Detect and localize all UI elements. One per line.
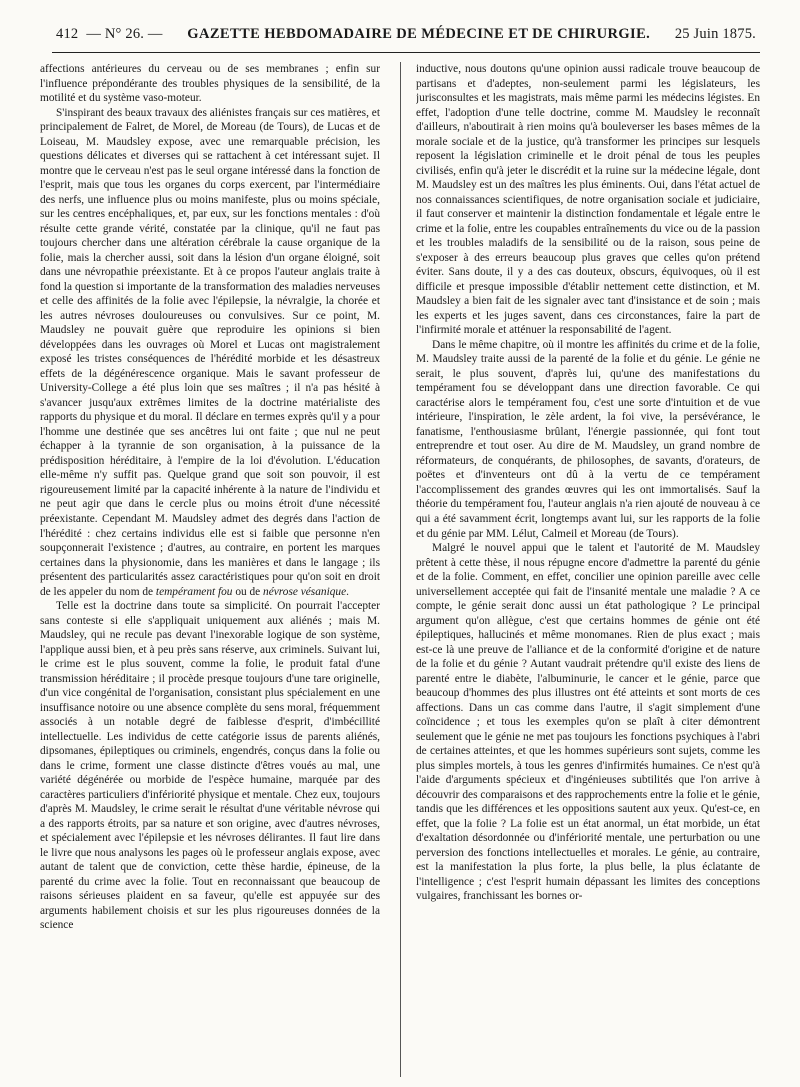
right-column bbox=[416, 62, 760, 1077]
italic-term-temperament-fou: tempérament fou bbox=[155, 585, 233, 598]
left-column bbox=[40, 62, 380, 1077]
header-rule bbox=[52, 52, 760, 53]
right-paragraph-3: Malgré le nouvel appui que le talent et l'autorité de M. Maudsley prêtent à cette thèse, il nous répugne encore d'admettre la parenté du génie et de la folie. Comment, en effet, concilier une opinion pareille avec celle universellement acceptée qui fait de l'insanité mentale une maladie ? A ce compte, le génie serait donc aussi un état pathologique ? Le principal argument qu'on allègue, c'est que certains hommes de génie ont été épileptiques, hallucinés et même monomanes. Rien de plus exact ; mais est-ce là une preuve de l'alliance et de la conformité d'origine et de nature de la folie et du génie ? Autant vaudrait prétendre qu'il existe des liens de parenté entre le diabète, l'albuminurie, le cancer et le génie, parce que beaucoup d'hommes des plus illustres ont été atteints et sont morts de ces affections. Dans un cas comme dans l'autre, il s'agit simplement d'une coïncidence ; et tous les exemples qu'on se plaît à citer démontrent seulement que le génie ne met pas toujours les fonctions psychiques à l'abri de certaines atteintes, et que les hommes supérieurs sont sujets, comme les plus simples mortels, à tous les genres d'infirmités humaines. Ce n'est qu'à l'aide d'arguments spécieux et d'ingénieuses subtilités que l'on arrive à découvrir des comparaisons et des rapprochements entre la folie et le génie, tandis que les différences et les oppositions sautent aux yeux. Qu'est-ce, en effet, que la folie ? La folie est un état anormal, un état morbide, un état d'exaltation désordonnée ou d'infériorité mentale, une perturbation ou une perversion des fonctions intellectuelles et morales. Le génie, au contraire, est la manifestation la plus forte, la plus belle, la plus éclatante de l'intelligence ; c'est l'esprit humain dépassant les limites des conceptions vulgaires, franchissant les bornes or- bbox=[416, 542, 760, 903]
issue-date: 25 Juin 1875. bbox=[674, 25, 756, 42]
issue-number: — N° 26. — bbox=[86, 25, 163, 42]
running-header bbox=[56, 22, 756, 46]
left-paragraph-2-mid: ou de bbox=[232, 585, 264, 598]
right-paragraph-2: Dans le même chapitre, où il montre les affinités du crime et de la folie, M. Maudsley traite aussi de la parenté de la folie et du génie. Le génie ne serait, le plus souvent, d'après lui, qu'une des manifestations du tempérament fou se développant dans une direction favorable. Ce qui caractérise alors le tempérament fou, c'est une sorte d'intuition et de vue intérieure, l'inspiration, le zèle ardent, la foi vive, la persévérance, le fanatisme, l'enthousiasme brûlant, l'énergie passionnée, qui font tout entreprendre et tout oser. Au dire de M. Maudsley, un grand nombre de réformateurs, de conquérants, de philosophes, de savants, d'orateurs, de poëtes et d'inventeurs ont dû à la vertu de ce tempérament l'accomplissement des grandes œuvres qui les ont immortalisés. Sauf la théorie du tempérament fou, l'auteur anglais n'a rien ajouté de nouveau à ce qui a été savamment écrit, longtemps avant lui, sur les rapports de la folie et du génie par MM. Lélut, Calmeil et Moreau (de Tours). bbox=[416, 338, 760, 540]
page-number: 412 bbox=[56, 25, 79, 42]
left-paragraph-1: affections antérieures du cerveau ou de ses membranes ; enfin sur l'influence prépondérante des troubles physiques de la sensibilité, de la motilité et du système vaso-moteur. bbox=[40, 63, 380, 105]
journal-title: GAZETTE HEBDOMADAIRE DE MÉDECINE ET DE CHIRURGIE. bbox=[187, 25, 651, 42]
italic-term-nevrose-vesanique: névrose vésanique bbox=[263, 585, 347, 598]
column-divider bbox=[400, 62, 401, 1077]
left-paragraph-3: Telle est la doctrine dans toute sa simplicité. On pourrait l'accepter sans conteste si elle s'appliquait uniquement aux aliénés ; mais M. Maudsley, qui ne recule pas devant l'inexorable logique de son système, l'applique aussi bien, et à peu près sans réserve, aux criminels. Suivant lui, le crime est le plus souvent, comme la folie, le produit fatal d'une transmission héréditaire ; il procède presque toujours d'une tare originelle, d'un vice congénital de l'organisation, consistant plus spécialement en une insuffisance notoire ou une absence complète du sens moral, fréquemment associés à un notable degré de faiblesse d'esprit, d'imbécillité intellectuelle. Les individus de cette catégorie issus de parents aliénés, dipsomanes, épileptiques ou criminels, engendrés, conçus dans la folie ou dans le crime, forment une classe distincte d'êtres voués au mal, une variété dégénérée ou morbide de l'espèce humaine, marquée par des caractères particuliers d'infériorité physique et mentale. Chez eux, toujours d'après M. Maudsley, le crime serait le résultat d'une véritable névrose qui a des rapports étroits, par sa nature et son origine, avec d'autres névroses, et spécialement avec l'épilepsie et les névroses délirantes. Il faut lire dans le livre que nous analysons les pages où le professeur anglais expose, avec autant de talent que de conviction, cette thèse hardie, épineuse, de la parenté du crime avec la folie. Tout en reconnaissant que beaucoup de raisons sérieuses plaident en sa faveur, qu'elle est appuyée sur des arguments habilement choisis et sur les plus rigoureuses données de la science bbox=[40, 600, 380, 932]
header-left bbox=[56, 26, 163, 43]
left-paragraph-2-text: S'inspirant des beaux travaux des aliénistes français sur ces matières, et principalement de Falret, de Morel, de Moreau (de Tours), de Lucas et de Loiseau, M. Maudsley expose, avec une remarquable précision, les questions délicates et diverses qui se rattachent à cet intéressant sujet. Il montre que le cerveau n'est pas le seul organe intéressé dans la fonction de l'esprit, mais que tous les organes du corps exercent, par l'intermédiaire des nerfs, une influence plus ou moins manifeste, plus ou moins spéciale, sur les centres encéphaliques, et, par eux, sur les fonctions mentales : d'où résulte cette grande vérité, constatée par la clinique, qu'il ne faut pas toujours chercher dans une altération cérébrale la cause organique de la folie, mais la chercher aussi, soit dans la lésion d'un organe éloigné, soit dans une névropathie préexistante. Et à ce propos l'auteur anglais traite à fond la question si importante de la transformation des maladies nerveuses et celle des affinités de la folie avec l'épilepsie, la névralgie, la chorée et les autres névroses douloureuses ou convulsives. Sur ce point, M. Maudsley ne pouvait guère que reproduire les opinions si bien développées dans les ouvrages où Morel et Lucas ont magistralement exposé les tristes conséquences de l'hérédité morbide et les désastreux effets de la dégénérescence organique. Mais le savant professeur de University-College a été plus loin que ses maîtres ; il n'a pas hésité à s'avancer jusqu'aux extrêmes limites de la doctrine matérialiste des rapports du physique et du moral. Il déclare en termes exprès qu'il y a pour l'homme une destinée que ses ancêtres lui ont faite ; que nul ne peut échapper à la tyrannie de son organisation, à la puissance de la prédisposition héréditaire, à l'empire de la loi d'évolution. L'éducation elle-même n'y suffit pas. Quelque grand que soit son pouvoir, il est rigoureusement limité par la capacité inhérente à la nature de l'individu et ne peut agir que dans le cercle plus ou moins étroit d'une nécessité préexistante. Cependant M. Maudsley admet des degrés dans l'action de l'hérédité : chez certains individus elle est si faible que personne n'en soupçonnerait l'existence ; d'autres, au contraire, en portent les marques certaines dans la physionomie, dans les manières et dans le langage ; ils présentent des particularités assez caractéristiques pour qu'on soit en droit de les appeler du nom de bbox=[40, 106, 380, 598]
right-paragraph-1: inductive, nous doutons qu'une opinion aussi radicale trouve beaucoup de partisans et d'adeptes, non-seulement parmi les législateurs, les jurisconsultes et les magistrats, mais même parmi les médecins légistes. En effet, l'adoption d'une telle doctrine, comme M. Maudsley le reconnaît d'ailleurs, n'aboutirait à rien moins qu'à bouleverser les bases mêmes de la morale sociale et de la justice, qu'à transformer les principes sur lesquels reposent la législation criminelle et le droit pénal de tous les peuples civilisés, enfin qu'à jeter le discrédit et la ruine sur la médecine légale, dont M. Maudsley est un des maîtres les plus éminents. Oui, dans l'état actuel de nos connaissances scientifiques, de notre organisation sociale et judiciaire, il faut conserver et maintenir la distinction fondamentale et légale entre le crime et la folie, entre les coupables entraînements du vice ou de la passion et les troubles maladifs de la sensibilité ou de la raison, sous peine de s'exposer à des erreurs beaucoup plus graves que celles qu'on prétend éviter. Sans doute, il y a des cas douteux, obscurs, équivoques, où il est difficile et presque impossible d'établir nettement cette distinction, et M. Maudsley a bien fait de les signaler avec tant d'insistance et de soin ; mais les experts et les juges savent, dans ces circonstances, faire la part de l'infirmité morale et atténuer la responsabilité de l'agent. bbox=[416, 63, 760, 337]
left-paragraph-2-end: . bbox=[346, 585, 349, 598]
left-paragraph-2 bbox=[40, 106, 380, 600]
